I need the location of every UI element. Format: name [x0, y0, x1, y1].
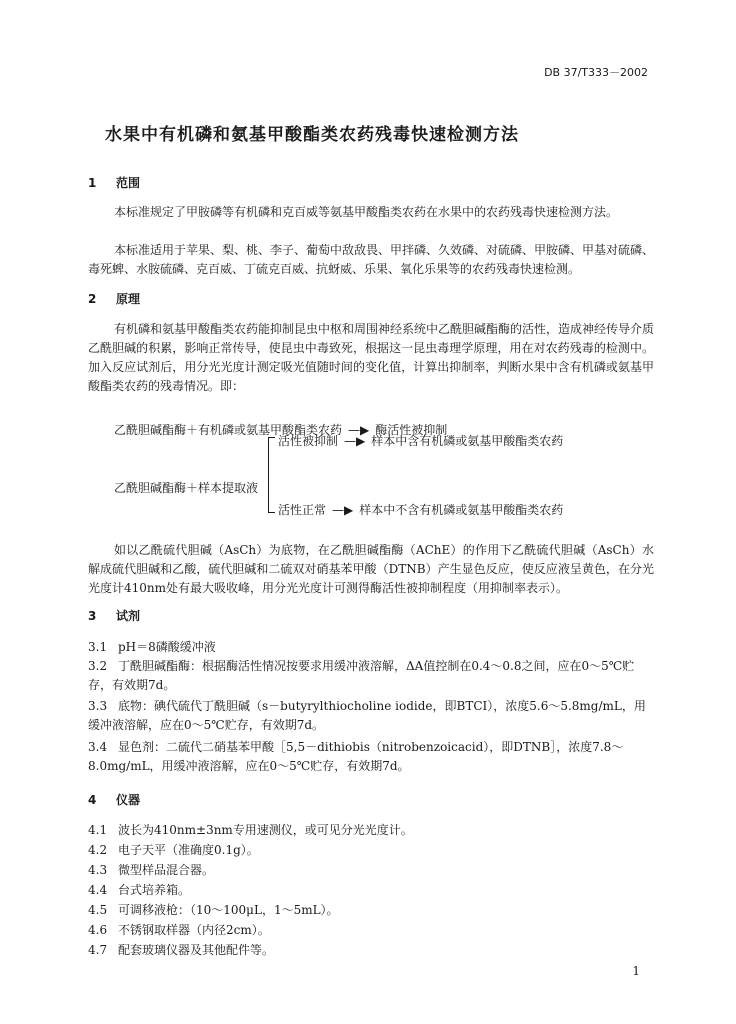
item-text: 微型样品混合器。 — [118, 863, 215, 877]
principle-paragraph-1: 有机磷和氨基甲酸酯类农药能抑制昆虫中枢和周围神经系统中乙酰胆碱酯酶的活性，造成神经传导介质乙酰胆碱的积累，影响正常传导，使昆虫中毒致死，根据这一昆虫毒理学原理，用在对农药残毒的检测中。加入反应试剂后，用分光光度计测定吸光值随时间的变化值，计算出抑制率，判断水果中含有机磷或氨基甲酸酯类农药的残毒情况。即： — [88, 322, 655, 393]
section-heading-reagents — [88, 607, 140, 624]
arrow-icon: —▶ — [332, 503, 354, 517]
branch-result: 样本中含有机磷或氨基甲酸酯类农药 — [371, 434, 564, 448]
item-number: 3.1 — [88, 640, 108, 654]
section-heading-principle — [88, 290, 140, 307]
item-text: 丁酰胆碱酯酶：根据酶活性情况按要求用缓冲液溶解，ΔA值控制在0.4～0.8之间，应在0～5℃贮存，有效期7d。 — [88, 659, 635, 692]
arrow-icon: —▶ — [344, 434, 366, 448]
item-text: pH＝8磷酸缓冲液 — [118, 640, 216, 654]
reaction-branch-inhibited — [278, 432, 563, 449]
standard-code: DB 37/T333－2002 — [544, 66, 648, 79]
item-number: 4.6 — [88, 923, 108, 937]
arrow-icon: —▶ — [348, 423, 370, 437]
branch-bracket — [268, 437, 275, 513]
instrument-item — [88, 861, 654, 880]
document-title: 水果中有机磷和氨基甲酸酯类农药残毒快速检测方法 — [105, 125, 519, 145]
item-text: 显色剂：二硫代二硝基苯甲酸［5,5－dithiobis（nitrobenzoicacid），即DTNB］，浓度7.8～8.0mg/mL，用缓冲液溶解，应在0～5℃贮存，有效期7d。 — [88, 740, 624, 773]
branch-condition: 活性被抑制 — [278, 434, 339, 448]
item-number: 3.2 — [88, 659, 108, 673]
reagent-item — [88, 657, 654, 695]
section-title: 仪器 — [116, 793, 141, 807]
instrument-item — [88, 821, 654, 840]
item-number: 4.5 — [88, 903, 108, 917]
item-text: 电子天平（准确度0.1g）。 — [118, 843, 259, 857]
reaction-branch-normal — [278, 501, 563, 518]
section-heading-instruments — [88, 791, 140, 808]
item-text: 不锈钢取样器（内径2cm）。 — [118, 923, 270, 937]
section-number: 2 — [88, 292, 97, 306]
item-text: 台式培养箱。 — [118, 883, 191, 897]
item-number: 4.7 — [88, 943, 108, 957]
instrument-item — [88, 941, 654, 960]
section-title: 原理 — [116, 292, 141, 306]
instrument-item — [88, 881, 654, 900]
item-number: 4.3 — [88, 863, 108, 877]
item-text: 底物：碘代硫代丁酰胆碱（s－butyrylthiocholine iodide，即BTCI），浓度5.6～5.8mg/mL，用缓冲液溶解，应在0～5℃贮存，有效期7d。 — [88, 699, 646, 732]
instrument-item — [88, 921, 654, 940]
reaction-equation-2-left: 乙酰胆碱酯酶＋样本提取液 — [114, 481, 259, 495]
instrument-item — [88, 841, 654, 860]
equation-reactants: 乙酰胆碱酯酶＋有机磷或氨基甲酸酯类农药 — [114, 423, 343, 437]
page-number: 1 — [632, 964, 640, 978]
section-title: 试剂 — [116, 609, 141, 623]
instrument-item — [88, 901, 654, 920]
item-text: 波长为410nm±3nm专用速测仪，或可见分光光度计。 — [118, 823, 413, 837]
item-number: 4.4 — [88, 883, 108, 897]
item-number: 4.2 — [88, 843, 108, 857]
equation-result: 酶活性被抑制 — [375, 423, 448, 437]
item-text: 可调移液枪：（10～100μL，1～5mL）。 — [118, 903, 339, 917]
section-number: 1 — [88, 176, 97, 190]
branch-result: 样本中不含有机磷或氨基甲酸酯类农药 — [359, 503, 564, 517]
scope-paragraph-2: 本标准适用于苹果、梨、桃、李子、葡萄中敌敌畏、甲拌磷、久效磷、对硫磷、甲胺磷、甲基对硫磷、毒死蜱、水胺硫磷、克百威、丁硫克百威、抗蚜威、乐果、氧化乐果等的农药残毒快速检测。 — [88, 243, 655, 276]
item-number: 4.1 — [88, 823, 108, 837]
section-number: 3 — [88, 609, 97, 623]
branch-condition: 活性正常 — [278, 503, 327, 517]
reagent-item — [88, 738, 654, 776]
item-text: 配套玻璃仪器及其他配件等。 — [118, 943, 275, 957]
scope-paragraph-1: 本标准规定了甲胺磷等有机磷和克百威等氨基甲酸酯类农药在水果中的农药残毒快速检测方法。 — [114, 205, 619, 219]
section-number: 4 — [88, 793, 97, 807]
item-number: 3.3 — [88, 699, 108, 713]
principle-paragraph-2: 如以乙酰硫代胆碱（AsCh）为底物，在乙酰胆碱酯酶（AChE）的作用下乙酰硫代胆碱（AsCh）水解成硫代胆碱和乙酸，硫代胆碱和二硫双对硝基苯甲酸（DTNB）产生显色反应，使反应液呈黄色，在分光光度计410nm处有最大吸收峰，用分光光度计可测得酶活性被抑制程度（用抑制率表示）。 — [88, 543, 654, 595]
section-title: 范围 — [116, 176, 141, 190]
reagent-item — [88, 638, 654, 657]
item-number: 3.4 — [88, 740, 108, 754]
reagent-item — [88, 697, 654, 735]
section-heading-scope — [88, 174, 140, 191]
